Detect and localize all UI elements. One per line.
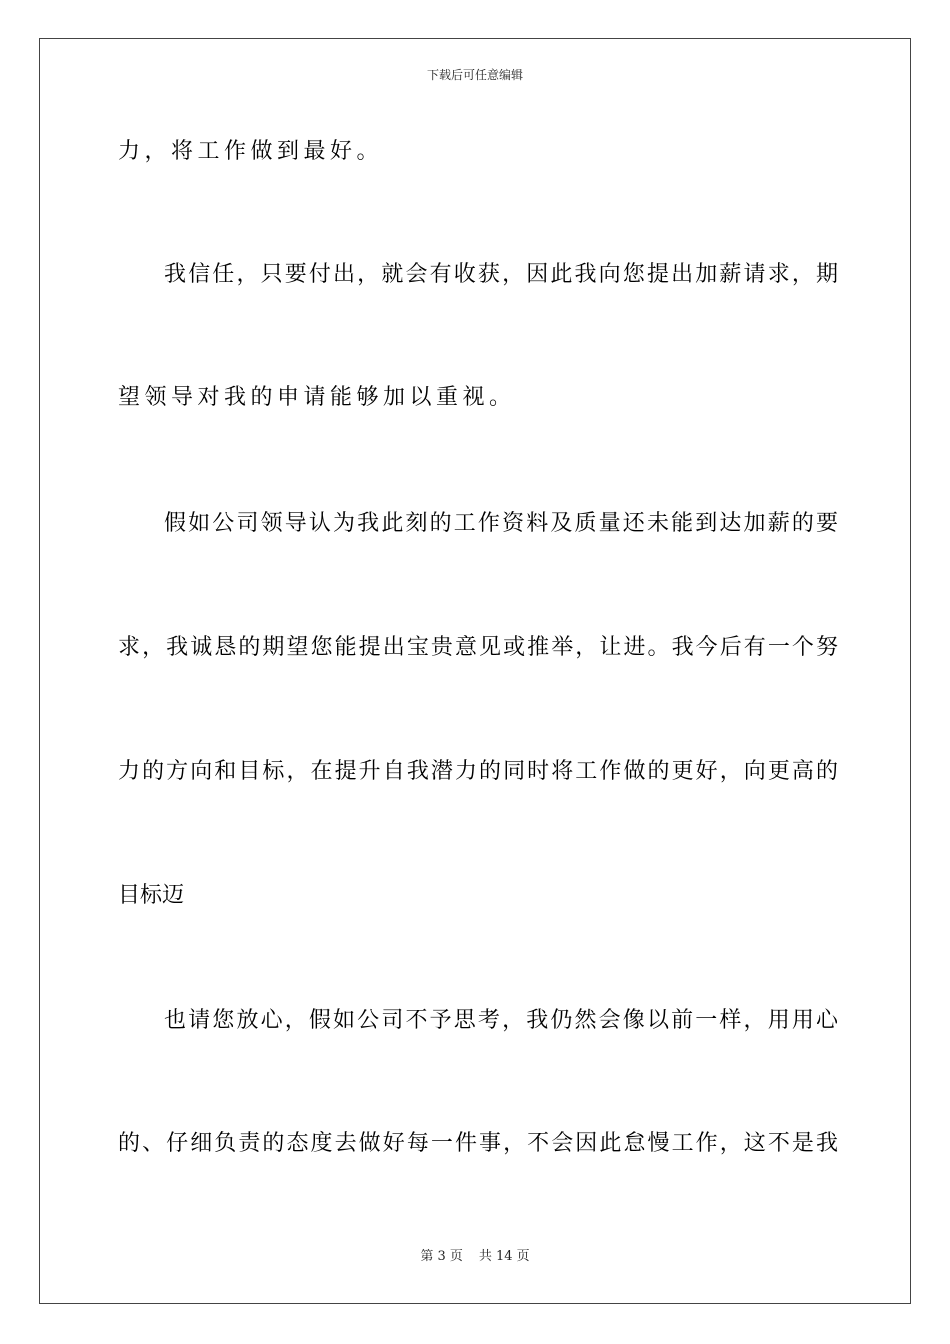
- body-line-4: 假如公司领导认为我此刻的工作资料及质量还未能到达加薪的要: [164, 511, 838, 536]
- body-line-3: 望领导对我的申请能够加以重视。: [118, 385, 516, 410]
- body-line-9: 的、仔细负责的态度去做好每一件事，不会因此怠慢工作，这不是我: [118, 1131, 838, 1156]
- body-line-7: 目标迈: [118, 883, 185, 908]
- body-line-6: 力的方向和目标，在提升自我潜力的同时将工作做的更好，向更高的: [118, 759, 838, 784]
- page-footer: [0, 1249, 950, 1265]
- body-line-1: 力，将工作做到最好。: [118, 139, 384, 164]
- page-number: 第 3 页: [420, 1249, 463, 1264]
- body-line-2: 我信任，只要付出，就会有收获，因此我向您提出加薪请求，期: [164, 262, 838, 287]
- body-line-5: 求，我诚恳的期望您能提出宝贵意见或推举，让进。我今后有一个努: [118, 635, 838, 660]
- header-note: 下载后可任意编辑: [426, 68, 523, 82]
- page-total: 共 14 页: [478, 1249, 530, 1264]
- page-border: [39, 38, 911, 1304]
- body-line-8: 也请您放心，假如公司不予思考，我仍然会像以前一样，用用心: [164, 1008, 838, 1033]
